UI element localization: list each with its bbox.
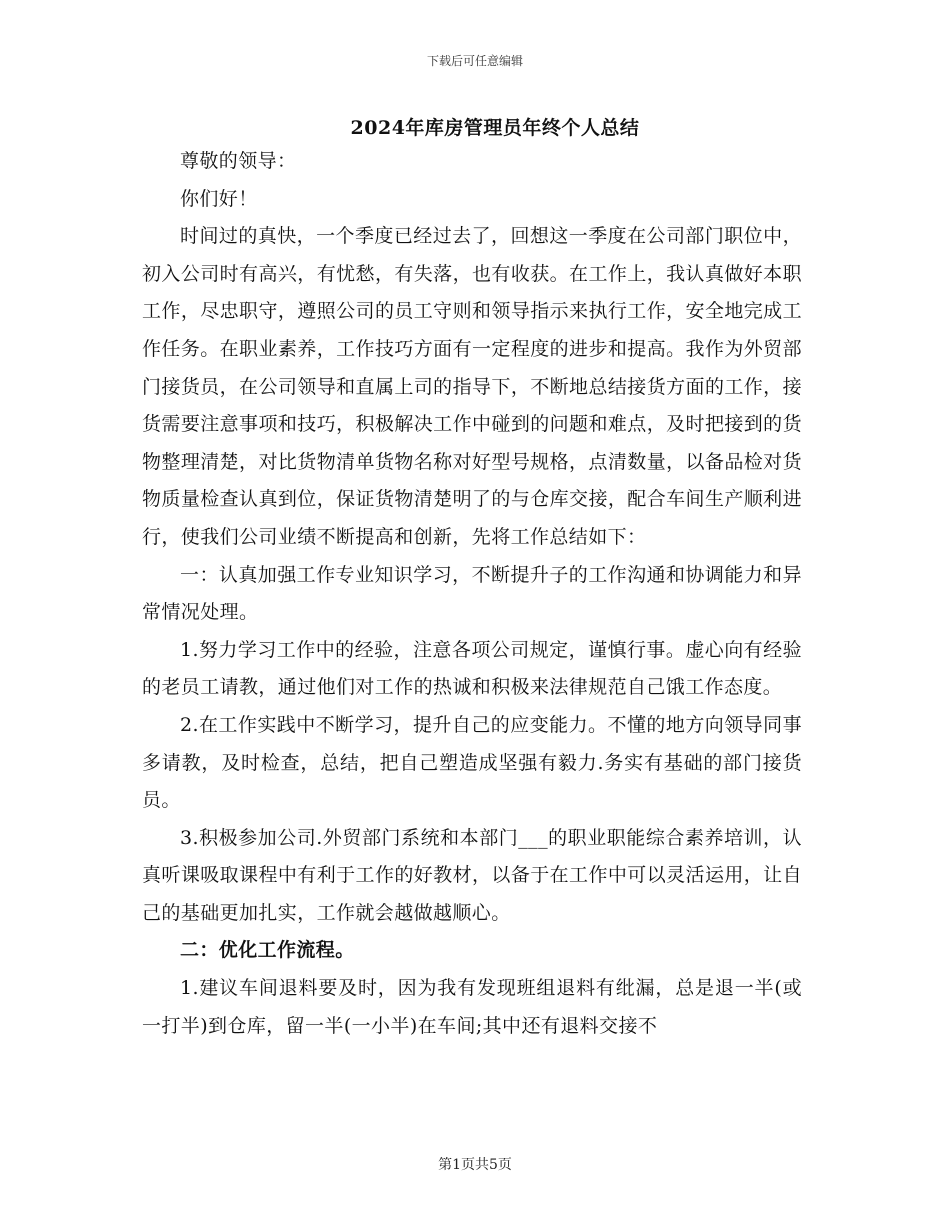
document-title: 2024年库房管理员年终个人总结 <box>350 117 640 139</box>
section-1-item-1: 1.努力学习工作中的经验，注意各项公司规定，谨慎行事。虚心向有经验的老员工请教，通过他们对工作的热诚和积极来法律规范自己饿工作态度。 <box>142 638 802 699</box>
page-footer: 第1页共5页 <box>438 1157 512 1173</box>
page-header: 下载后可任意编辑 <box>426 54 523 68</box>
section-2-item-1: 1.建议车间退料要及时，因为我有发现班组退料有纰漏，总是退一半(或一打半)到仓库，留一半(一小半)在车间;其中还有退料交接不 <box>142 977 802 1037</box>
document-body <box>142 143 802 1045</box>
greeting: 你们好！ <box>180 187 258 210</box>
intro-paragraph: 时间过的真快，一个季度已经过去了，回想这一季度在公司部门职位中，初入公司时有高兴，有忧愁，有失落，也有收获。在工作上，我认真做好本职工作，尽忠职守，遵照公司的员工守则和领导指示来执行工作，安全地完成工作任务。在职业素养，工作技巧方面有一定程度的进步和提高。我作为外贸部门接货员，在公司领导和直属上司的指导下，不断地总结接货方面的工作，接货需要注意事项和技巧，积极解决工作中碰到的问题和难点，及时把接到的货物整理清楚，对比货物清单货物名称对好型号规格，点清数量，以备品检对货物质量检查认真到位，保证货物清楚明了的与仓库交接，配合车间生产顺利进行，使我们公司业绩不断提高和创新，先将工作总结如下： <box>142 225 802 548</box>
section-2-heading: 二：优化工作流程。 <box>180 939 355 962</box>
section-1-heading: 一：认真加强工作专业知识学习，不断提升子的工作沟通和协调能力和异常情况处理。 <box>142 563 802 624</box>
section-1-item-3: 3.积极参加公司.外贸部门系统和本部门___的职业职能综合素养培训，认真听课吸取课程中有利于工作的好教材，以备于在工作中可以灵活运用，让自己的基础更加扎实，工作就会越做越顺心。 <box>142 826 802 924</box>
salutation: 尊敬的领导： <box>180 150 297 172</box>
section-1-item-2: 2.在工作实践中不断学习，提升自己的应变能力。不懂的地方向领导同事多请教，及时检查，总结，把自己塑造成坚强有毅力.务实有基础的部门接货员。 <box>142 713 802 812</box>
